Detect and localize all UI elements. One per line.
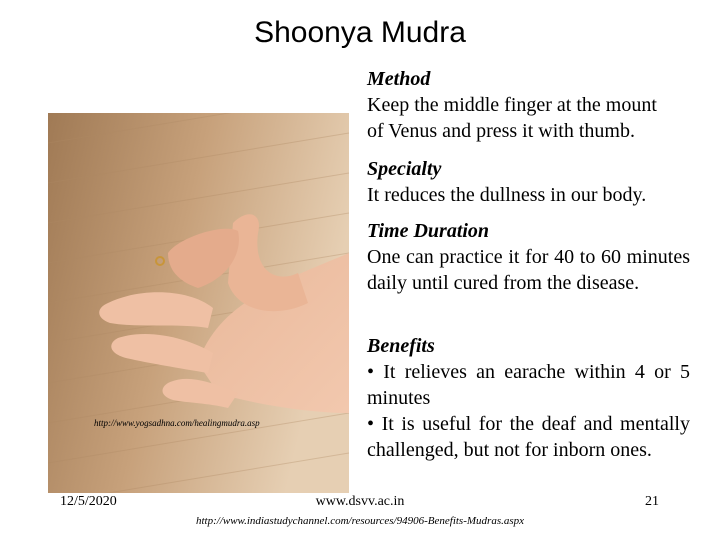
benefits-section	[367, 333, 690, 463]
method-line-2: of Venus and press it with thumb.	[367, 120, 635, 142]
specialty-text: It reduces the dullness in our body.	[367, 184, 647, 206]
method-heading: Method	[367, 68, 431, 90]
benefits-heading: Benefits	[367, 335, 435, 357]
photo-source-caption: http://www.yogsadhna.com/healingmudra.asp	[94, 418, 260, 428]
page-number: 21	[645, 494, 659, 509]
time-duration-text: One can practice it for 40 to 60 minutes daily until cured from the disease.	[367, 246, 690, 294]
specialty-heading: Specialty	[367, 158, 442, 180]
method-line-1: Keep the middle finger at the mount	[367, 94, 657, 116]
method-section	[367, 66, 690, 144]
benefit-item: • It relieves an earache within 4 or 5 minutes	[367, 361, 690, 409]
specialty-section	[367, 156, 690, 208]
hand-mudra-photo	[48, 113, 349, 493]
slide-title: Shoonya Mudra	[254, 16, 466, 49]
benefit-item: • It is useful for the deaf and mentally challenged, but not for inborn ones.	[367, 413, 690, 461]
footer-site: www.dsvv.ac.in	[315, 494, 405, 509]
footer-source-url: http://www.indiastudychannel.com/resources/94906-Benefits-Mudras.aspx	[195, 515, 525, 527]
footer-date: 12/5/2020	[60, 494, 117, 509]
time-duration-heading: Time Duration	[367, 220, 490, 242]
time-duration-section	[367, 218, 690, 296]
